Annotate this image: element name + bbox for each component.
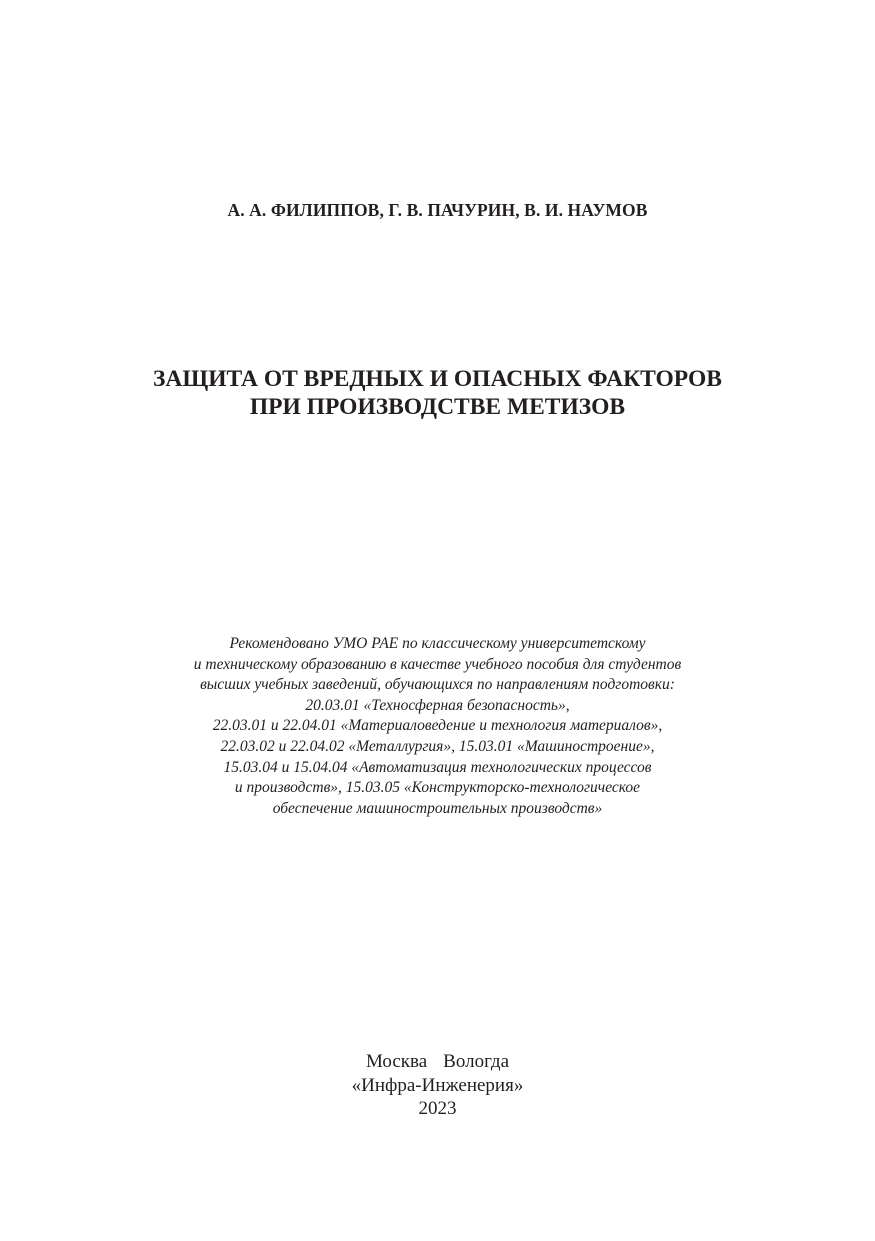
publication-cities bbox=[0, 1050, 875, 1074]
recommendation-line: 15.03.04 и 15.04.04 «Автоматизация технологических процессов bbox=[223, 758, 652, 776]
publication-year: 2023 bbox=[418, 1098, 457, 1119]
recommendation-line: 22.03.01 и 22.04.01 «Материаловедение и технология материалов», bbox=[212, 717, 663, 735]
recommendation-line: 20.03.01 «Техносферная безопасность», bbox=[305, 696, 570, 714]
recommendation-text bbox=[0, 634, 875, 819]
authors: А. А. ФИЛИППОВ, Г. В. ПАЧУРИН, В. И. НАУМОВ bbox=[227, 200, 648, 220]
book-title-line: ПРИ ПРОИЗВОДСТВЕ МЕТИЗОВ bbox=[249, 394, 626, 420]
recommendation-line: 22.03.02 и 22.04.02 «Металлургия», 15.03.01 «Машиностроение», bbox=[220, 737, 655, 755]
publisher-name: «Инфра-Инженерия» bbox=[351, 1074, 524, 1096]
book-title bbox=[0, 365, 875, 421]
city-moscow: Москва bbox=[365, 1051, 428, 1072]
city-vologda: Вологда bbox=[443, 1051, 510, 1072]
recommendation-line: обеспечение машиностроительных производств» bbox=[272, 799, 603, 817]
recommendation-line: и техническому образованию в качестве учебного пособия для студентов bbox=[193, 655, 682, 673]
recommendation-line: высших учебных заведений, обучающихся по направлениям подготовки: bbox=[200, 676, 675, 694]
book-title-line: ЗАЩИТА ОТ ВРЕДНЫХ И ОПАСНЫХ ФАКТОРОВ bbox=[153, 366, 722, 392]
recommendation-line: и производств», 15.03.05 «Конструкторско-технологическое bbox=[234, 779, 641, 797]
recommendation-line: Рекомендовано УМО РАЕ по классическому университетскому bbox=[229, 635, 646, 652]
imprint bbox=[0, 1050, 875, 1121]
